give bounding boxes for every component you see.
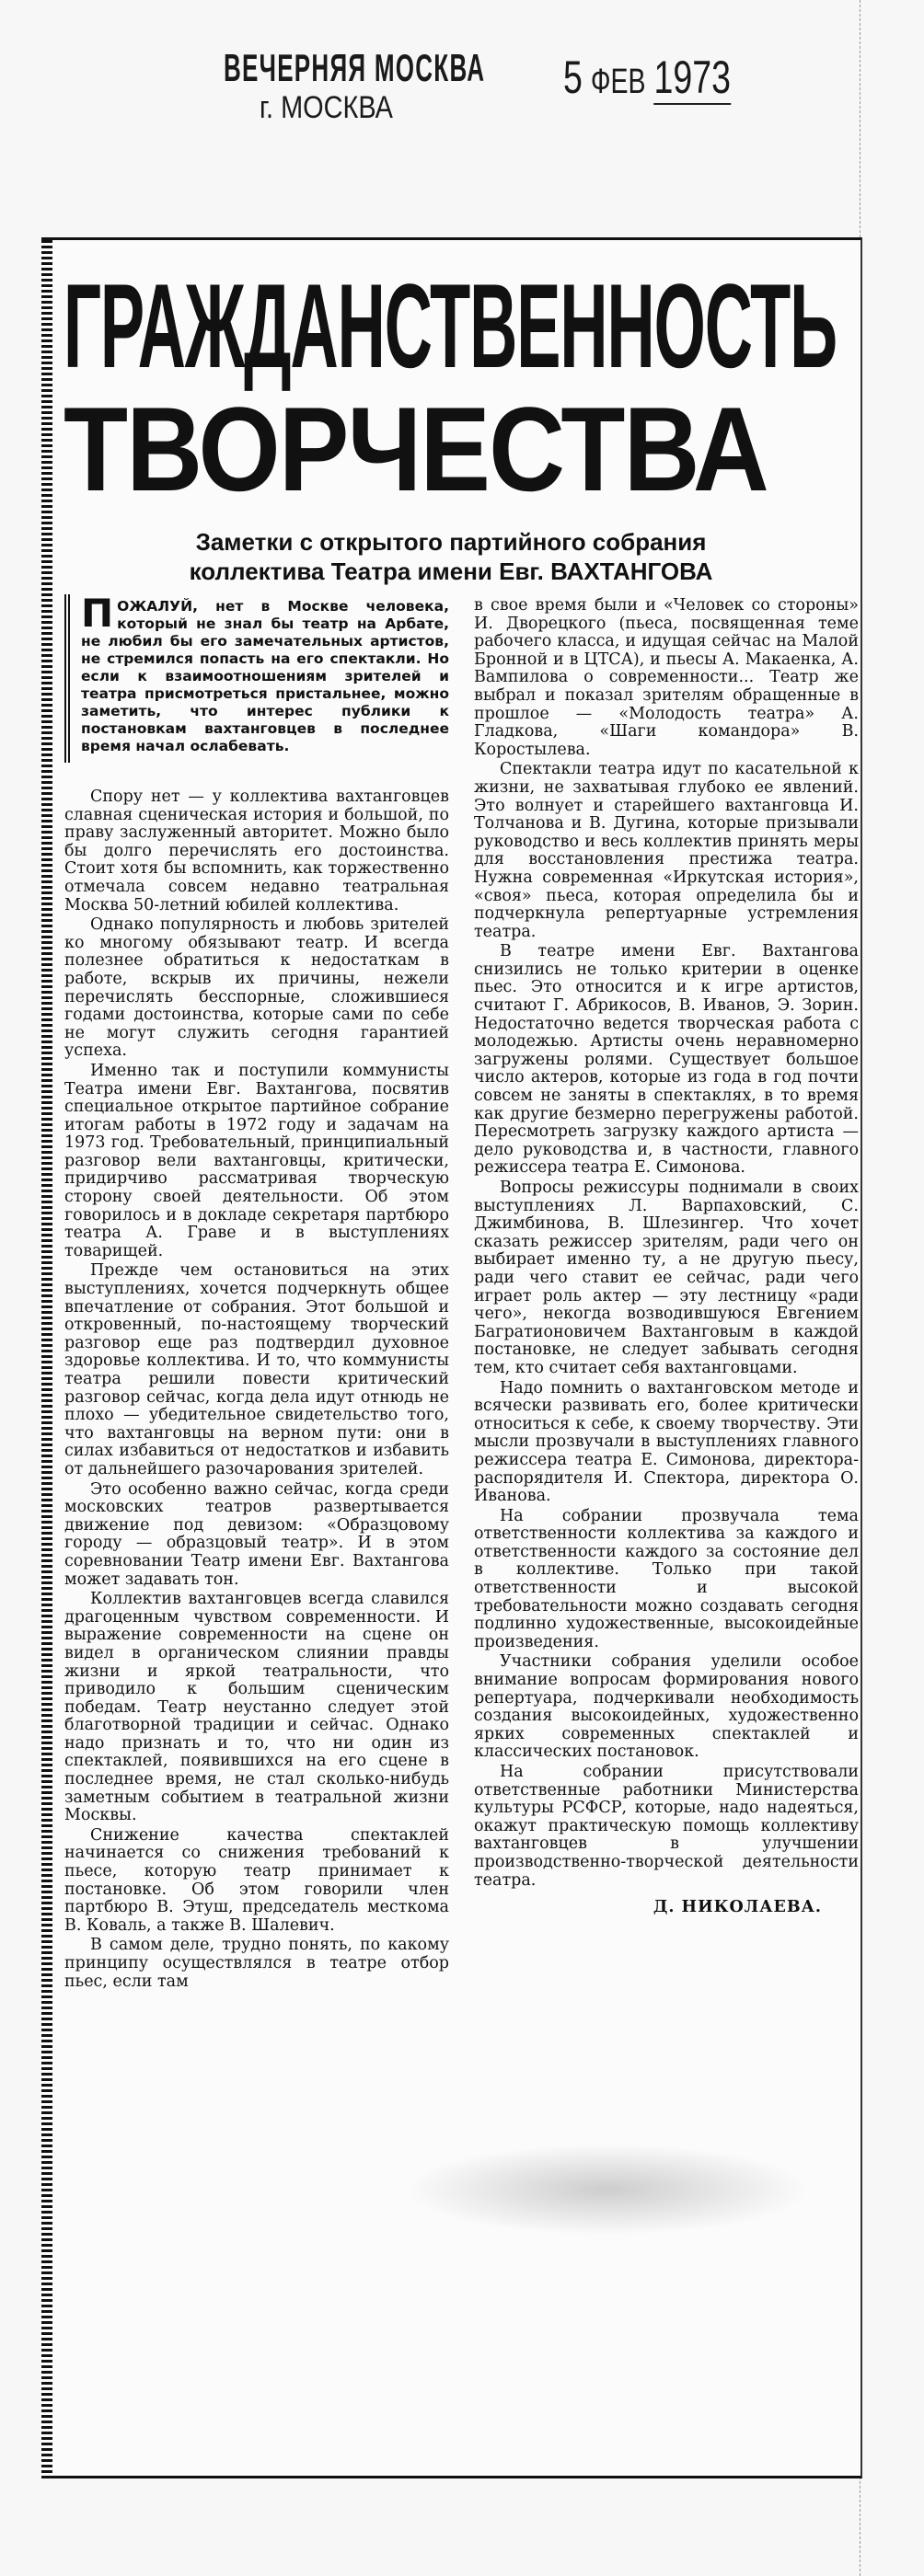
article-column-left [64, 591, 449, 1991]
newspaper-stamp-city: г. МОСКВА [260, 90, 393, 125]
paragraph: В самом деле, трудно понять, по какому принципу осуществлялся в театре отбор пьес, если там [64, 1936, 449, 1991]
paragraph: Спектакли театра идут по касательной к жизни, не захватывая глубоко ее явлений. Это волнует и старейшего вахтанговца И. Толчанова и В. Дугина, которые призывали руководство и весь коллектив принять меры для восстановления престижа театра. Нужна современная «Иркутская история», «своя» пьеса, которая определила бы и подчеркнула репертуарные устремления театра. [474, 760, 859, 941]
date-year: 1973 [653, 52, 731, 103]
date-stamp [563, 51, 731, 104]
newspaper-clipping [41, 237, 862, 2478]
paragraph: На собрании присутствовали ответственные работники Министерства культуры РСФСР, которые, надо надеяться, окажут практическую помощь коллективу вахтанговцев в улучшении производственно-творческой деятельности театра. [474, 1763, 859, 1890]
date-month: ФЕВ [590, 63, 646, 101]
subheadline-line-2: коллектива Театра имени Евг. ВАХТАНГОВА [189, 558, 713, 585]
headline-line-1: ГРАЖДАНСТВЕННОСТЬ [64, 259, 837, 393]
subheadline [41, 527, 860, 586]
paragraph: На собрании прозвучала тема ответственности коллектива за каждого и ответственности каждого за состояние дел в коллективе. Только при такой ответственности и высокой требовательности можно создавать сегодня подлинно художественные, высокоидейные произведения. [474, 1506, 859, 1651]
date-day: 5 [563, 52, 583, 103]
headline-line-2: ТВОРЧЕСТВА [64, 382, 768, 516]
paragraph: Коллектив вахтанговцев всегда славился драгоценным чувством современности. И выражение современности на сцене он видел в органическом слиянии правды жизни и яркой театральности, что приводило к большим сценическим победам. Театр неустанно следует этой благотворной традиции и сейчас. Однако надо признать и то, что ни один из спектаклей, появившихся на его сцене в последнее время, не стал сколько-нибудь заметным событием в театральной жизни Москвы. [64, 1590, 449, 1825]
author-signature: Д. НИКОЛАЕВА. [653, 1898, 822, 1917]
newspaper-stamp-name: ВЕЧЕРНЯЯ МОСКВА [224, 46, 486, 89]
paragraph: Прежде чем остановиться на этих выступлениях, хочется подчеркнуть общее впечатление от собрания. Этот большой и откровенный, по-настоящему творческий разговор еще раз подтвердил духовное здоровье коллектива. И то, что коммунисты театра решили повести критический разговор сейчас, когда дела идут отнюдь не плохо — убедительное свидетельство того, что вахтанговцы на верном пути: они в силах избавиться от недостатков и избавить от дальнейшего разочарования зрителей. [64, 1261, 449, 1478]
paragraph: В театре имени Евг. Вахтангова снизились не только критерии в оценке пьес. Это относится и к игре артистов, считают Г. Абрикосов, В. Иванов, Э. Зорин. Недостаточно ведется творческая работа с молодежью. Артисты очень неравномерно загружены ролями. Существует большое число актеров, которые из года в год почти совсем не заняты в спектаклях, в то время как другие безмерно перегружены работой. Пересмотреть загрузку каждого артиста — дело руководства и, в частности, главного режиссера театра Е. Симонова. [474, 942, 859, 1178]
lead-text: ОЖАЛУЙ, нет в Москве человека, который не знал бы театр на Арбате, не любил бы его замечательных артистов, не стремился попасть на его спектакли. Но если к взаимоотношениям зрителей и театра присмотреться пристальнее, можно заметить, что интерес публики к постановкам вахтанговцев в последнее время начал ослабевать. [81, 598, 449, 754]
paragraph: Именно так и поступили коммунисты Театра имени Евг. Вахтангова, посвятив специальное открытое партийное собрание итогам работы в 1972 году и задачам на 1973 год. Требовательный, принципиальный разговор вели вахтанговцы, критически, придирчиво рассматривая творческую сторону своей деятельности. Об этом говорилось и в докладе секретаря партбюро театра А. Граве и в выступлениях товарищей. [64, 1061, 449, 1260]
paragraph: в свое время были и «Человек со стороны» И. Дворецкого (пьеса, посвященная теме рабочего класса, и идущая сейчас на Малой Бронной и в ЦТСА), и пьесы А. Макаенка, А. Вампилова о современности... Театр же выбрал и показал зрителям обращенные в прошлое — «Молодость театра» А. Гладкова, «Шаги командора» В. Коростылева. [474, 596, 859, 759]
paragraph: Надо помнить о вахтанговском методе и всячески развивать его, более критически относиться к себе, к своему творчеству. Эти мысли прозвучали в выступлениях главного режиссера театра Е. Симонова, директора-распорядителя И. Спектора, директора О. Иванова. [474, 1378, 859, 1506]
paragraph: Участники собрания уделили особое внимание вопросам формирования нового репертуара, подчеркивали необходимость создания высокоидейных, художественно ярких современных спектаклей и классических постановок. [474, 1652, 859, 1762]
article-column-right [474, 597, 859, 1917]
paragraph: Спору нет — у коллектива вахтанговцев славная сценическая история и большой, по праву заслуженный авторитет. Можно было бы долго перечислять его достоинства. Стоит хотя бы вспомнить, как торжественно отмечала совсем недавно театральная Москва 50-летний юбилей коллектива. [64, 788, 449, 914]
subheadline-line-1: Заметки с открытого партийного собрания [195, 528, 707, 556]
paragraph: Вопросы режиссуры поднимали в своих выступлениях Л. Варпаховский, С. Джимбинова, В. Шлезингер. Что хочет сказать режиссер зрителям, ради чего он выбирает именно ту, а не другую пьесу, ради чего ставит ее сейчас, ради чего играет роль актер — эту лестницу «ради чего», некогда возводившуюся Евгением Багратионовичем Вахтанговым в каждой постановке, не следует забывать сегодня тем, кто считает себя вахтанговцами. [474, 1179, 859, 1377]
paragraph: Это особенно важно сейчас, когда среди московских театров развертывается движение под девизом: «Образцовому городу — образцовый театр». И в этом соревновании Театр имени Евг. Вахтангова может задавать тон. [64, 1479, 449, 1589]
paragraph: Однако популярность и любовь зрителей ко многому обязывают театр. И всегда полезнее обратиться к недостаткам в работе, вскрыв их причины, нежели перечислять бесспорные, сложившиеся годами достоинства, которые сами по себе не могут служить сегодня гарантией успеха. [64, 915, 449, 1061]
paragraph: Снижение качества спектаклей начинается со снижения требований к пьесе, которую театр принимает к постановке. Об этом говорили член партбюро В. Этуш, председатель месткома В. Коваль, а также В. Шалевич. [64, 1825, 449, 1935]
drop-cap: П [81, 591, 114, 636]
lead-paragraph [64, 591, 449, 763]
